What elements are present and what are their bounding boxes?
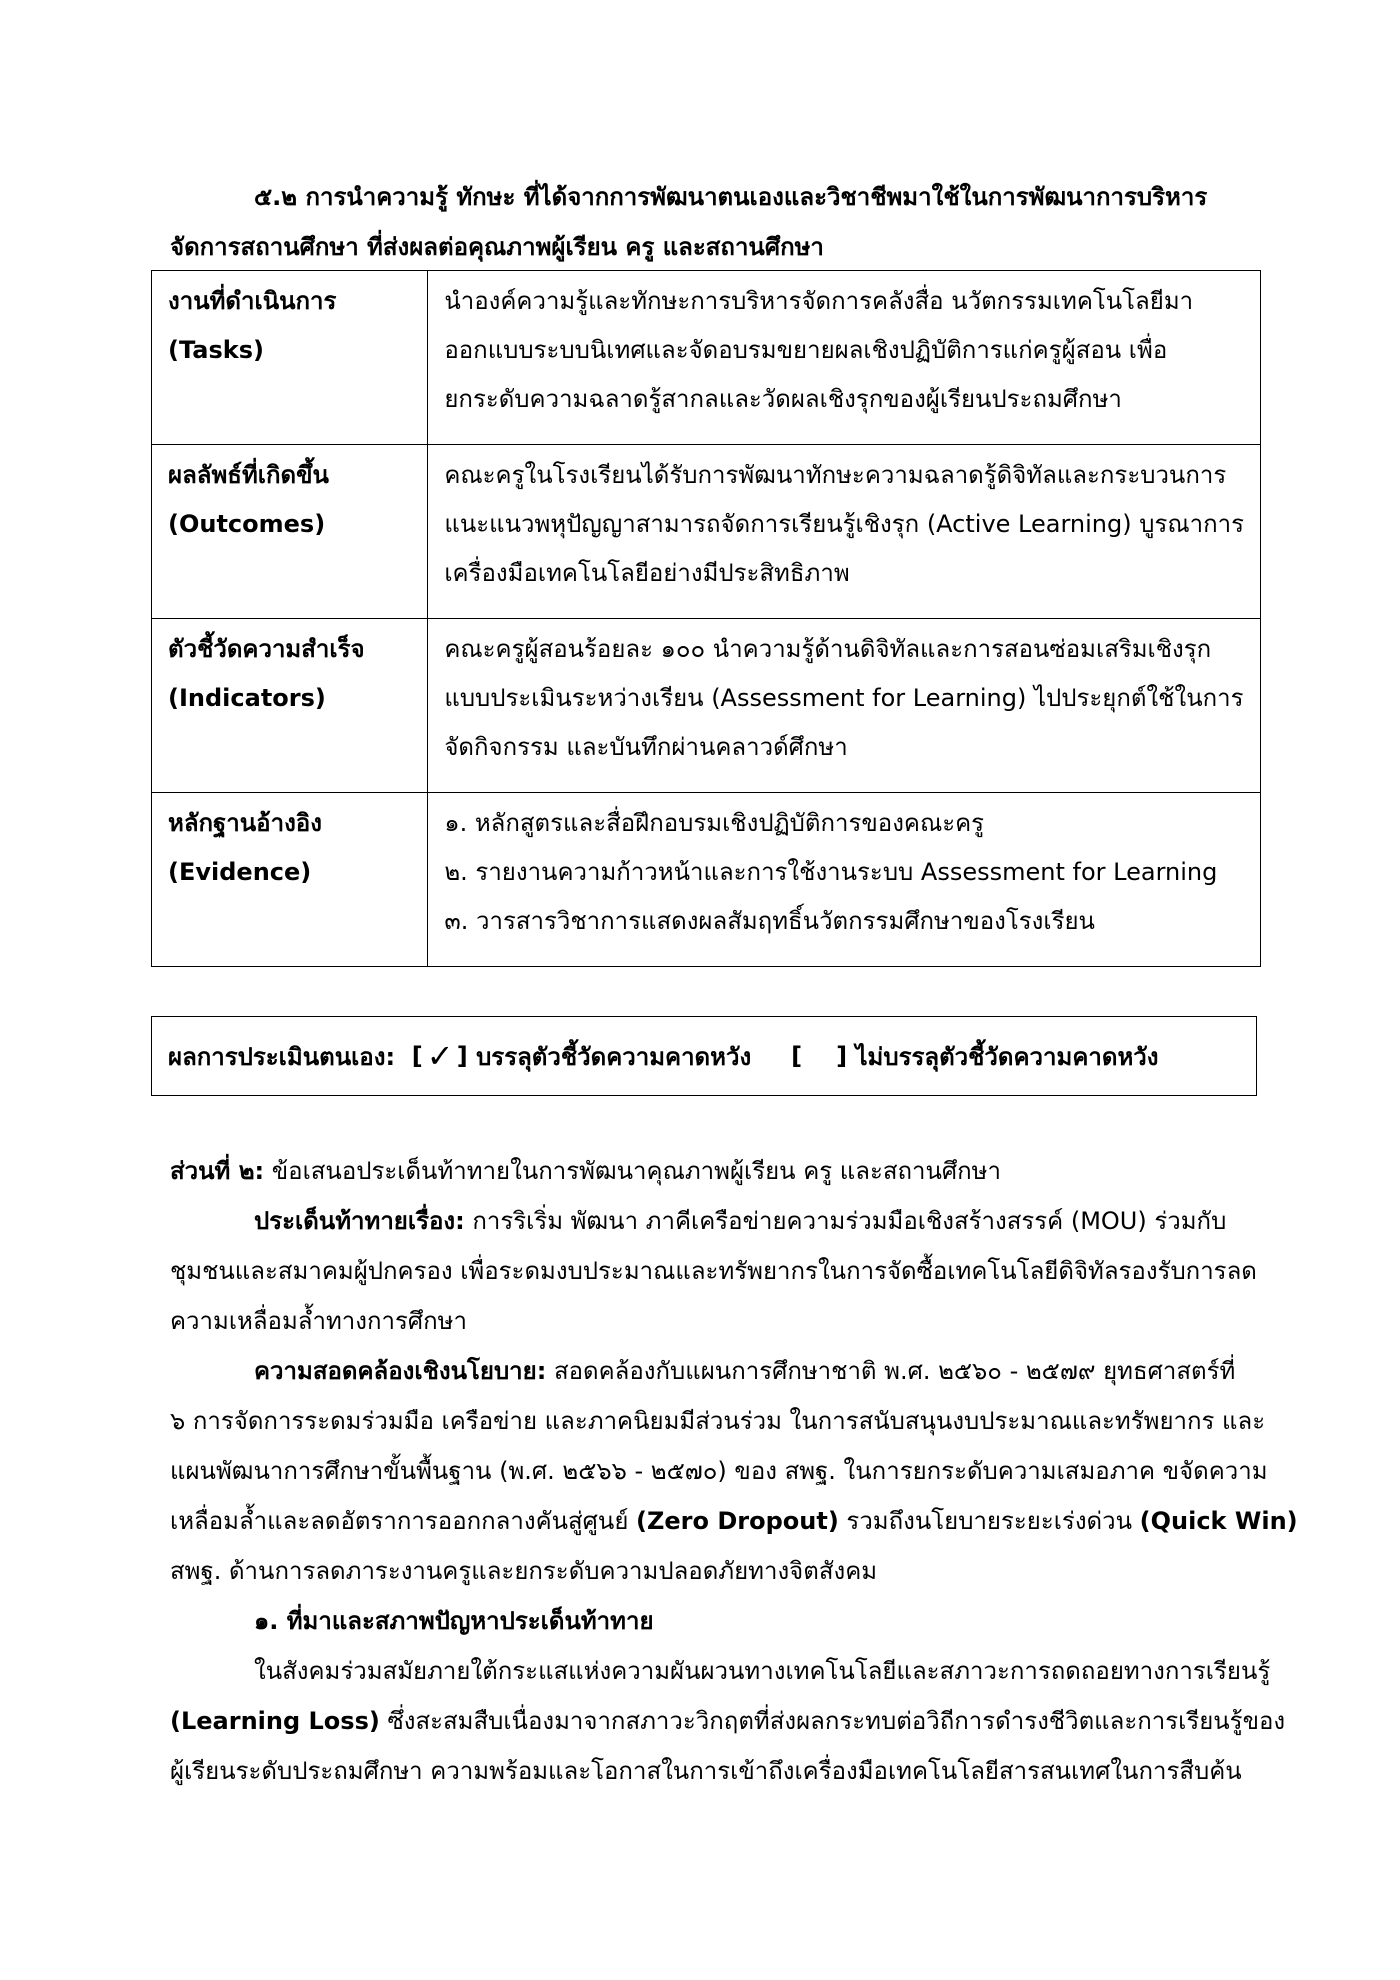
- heading-line-1: [170, 172, 1250, 222]
- policy-text: รวมถึงนโยบายระยะเร่งด่วน: [838, 1507, 1140, 1535]
- section1-title: ๑. ที่มาและสภาพปัญหาประเด็นท้าทาย: [254, 1607, 654, 1635]
- heading-text-1: ๕.๒ การนำความรู้ ทักษะ ที่ได้จากการพัฒนาตนเองและวิชาชีพมาใช้ในการพัฒนาการบริหาร: [254, 183, 1208, 211]
- challenge-text: การริเริ่ม พัฒนา ภาคีเครือข่ายความร่วมมือเชิงสร้างสรรค์ (MOU) ร่วมกับ: [464, 1207, 1227, 1235]
- challenge-line: [170, 1196, 1250, 1246]
- row-content: [428, 619, 1261, 793]
- section1-line: [170, 1696, 1286, 1746]
- quick-win-term: (Quick Win): [1139, 1507, 1298, 1535]
- row-label: ตัวชี้วัดความสำเร็จ (Indicators): [152, 619, 428, 793]
- check-icon[interactable]: ✓: [426, 1037, 454, 1075]
- assessment-label: ผลการประเมินตนเอง:: [168, 1042, 396, 1071]
- policy-text: สอดคล้องกับแผนการศึกษาชาติ พ.ศ. ๒๕๖๐ - ๒๕๗๙ ยุทธศาสตร์ที่: [546, 1357, 1236, 1385]
- part2-section: [170, 1146, 1298, 1796]
- heading-text-2: จัดการสถานศึกษา ที่ส่งผลต่อคุณภาพผู้เรียน ครู และสถานศึกษา: [170, 233, 824, 261]
- option-not-met-label: ไม่บรรลุตัวชี้วัดความคาดหวัง: [855, 1042, 1159, 1071]
- challenge-line: ความเหลื่อมล้ำทางการศึกษา: [170, 1307, 467, 1335]
- table-row-evidence: [152, 793, 1261, 967]
- policy-line: สพฐ. ด้านการลดภาระงานครูและยกระดับความปลอดภัยทางจิตสังคม: [170, 1557, 878, 1585]
- content-line: จัดกิจกรรม และบันทึกผ่านคลาวด์ศึกษา: [444, 733, 848, 761]
- content-line: ๒. รายงานความก้าวหน้าและการใช้งานระบบ Assessment for Learning: [444, 858, 1218, 886]
- challenge-label: ประเด็นท้าทายเรื่อง:: [254, 1207, 465, 1235]
- row-label: งานที่ดำเนินการ (Tasks): [152, 271, 428, 445]
- heading-line-2: [170, 222, 1250, 272]
- development-table: [151, 270, 1261, 967]
- content-line: ๑. หลักสูตรและสื่อฝึกอบรมเชิงปฏิบัติการของคณะครู: [444, 809, 985, 837]
- checkbox-close-bracket: ]: [456, 1042, 468, 1070]
- table-row-indicators: [152, 619, 1261, 793]
- content-line: แบบประเมินระหว่างเรียน (Assessment for Learning) ไปประยุกต์ใช้ในการ: [444, 684, 1244, 712]
- policy-line: [170, 1496, 1298, 1546]
- self-assessment-box: [151, 1016, 1257, 1096]
- content-line: คณะครูในโรงเรียนได้รับการพัฒนาทักษะความฉลาดรู้ดิจิทัลและกระบวนการ: [444, 461, 1227, 489]
- row-content: [428, 271, 1261, 445]
- content-line: ออกแบบระบบนิเทศและจัดอบรมขยายผลเชิงปฏิบัติการแก่ครูผู้สอน เพื่อ: [444, 336, 1168, 364]
- checkbox-close-bracket: ]: [836, 1042, 848, 1070]
- section1-text: ซึ่งสะสมสืบเนื่องมาจากสภาวะวิกฤตที่ส่งผลกระทบต่อวิถีการดำรงชีวิตและการเรียนรู้ของ: [379, 1707, 1286, 1735]
- table-row-tasks: [152, 271, 1261, 445]
- policy-line: [170, 1346, 1250, 1396]
- content-line: แนะแนวพหุปัญญาสามารถจัดการเรียนรู้เชิงรุก (Active Learning) บูรณาการ: [444, 510, 1244, 538]
- content-line: คณะครูผู้สอนร้อยละ ๑๐๐ นำความรู้ด้านดิจิทัลและการสอนซ่อมเสริมเชิงรุก: [444, 635, 1212, 663]
- row-label: หลักฐานอ้างอิง (Evidence): [152, 793, 428, 967]
- challenge-line: ชุมชนและสมาคมผู้ปกครอง เพื่อระดมงบประมาณและทรัพยากรในการจัดซื้อเทคโนโลยีดิจิทัลรองรับการลด: [170, 1257, 1257, 1285]
- policy-label: ความสอดคล้องเชิงนโยบาย:: [254, 1357, 547, 1385]
- part-label: ส่วนที่ ๒:: [170, 1157, 265, 1185]
- section1-line: ผู้เรียนระดับประถมศึกษา ความพร้อมและโอกาสในการเข้าถึงเครื่องมือเทคโนโลยีสารสนเทศในการสืบค้น: [170, 1757, 1242, 1785]
- section1-line: ในสังคมร่วมสมัยภายใต้กระแสแห่งความผันผวนทางเทคโนโลยีและสภาวะการถดถอยทางการเรียนรู้: [254, 1657, 1271, 1685]
- table-row-outcomes: [152, 445, 1261, 619]
- policy-line: ๖ การจัดการระดมร่วมมือ เครือข่าย และภาคนิยมมีส่วนร่วม ในการสนับสนุนงบประมาณและทรัพยากร และ: [170, 1407, 1266, 1435]
- content-line: ๓. วารสารวิชาการแสดงผลสัมฤทธิ์นวัตกรรมศึกษาของโรงเรียน: [444, 907, 1095, 935]
- policy-text: เหลื่อมล้ำและลดอัตราการออกกลางคันสู่ศูนย์: [170, 1507, 637, 1535]
- content-line: นำองค์ความรู้และทักษะการบริหารจัดการคลังสื่อ นวัตกรรมเทคโนโลยีมา: [444, 287, 1194, 315]
- section-heading: [170, 172, 1250, 272]
- part-title: ข้อเสนอประเด็นท้าทายในการพัฒนาคุณภาพผู้เรียน ครู และสถานศึกษา: [264, 1157, 1001, 1185]
- row-content: [428, 793, 1261, 967]
- checkbox-open-bracket: [: [791, 1042, 803, 1070]
- checkbox-open-bracket: [: [411, 1042, 423, 1070]
- row-content: [428, 445, 1261, 619]
- policy-line: แผนพัฒนาการศึกษาขั้นพื้นฐาน (พ.ศ. ๒๕๖๖ - ๒๕๗๐) ของ สพฐ. ในการยกระดับความเสมอภาค ขจัดความ: [170, 1457, 1268, 1485]
- row-label: ผลลัพธ์ที่เกิดขึ้น (Outcomes): [152, 445, 428, 619]
- section1-heading: [170, 1596, 1250, 1646]
- zero-dropout-term: (Zero Dropout): [636, 1507, 839, 1535]
- content-line: ยกระดับความฉลาดรู้สากลและวัดผลเชิงรุกของผู้เรียนประถมศึกษา: [444, 385, 1122, 413]
- learning-loss-term: (Learning Loss): [170, 1707, 380, 1735]
- content-line: เครื่องมือเทคโนโลยีอย่างมีประสิทธิภาพ: [444, 559, 850, 587]
- option-met-label: บรรลุตัวชี้วัดความคาดหวัง: [476, 1042, 752, 1071]
- part2-heading: [170, 1146, 1250, 1196]
